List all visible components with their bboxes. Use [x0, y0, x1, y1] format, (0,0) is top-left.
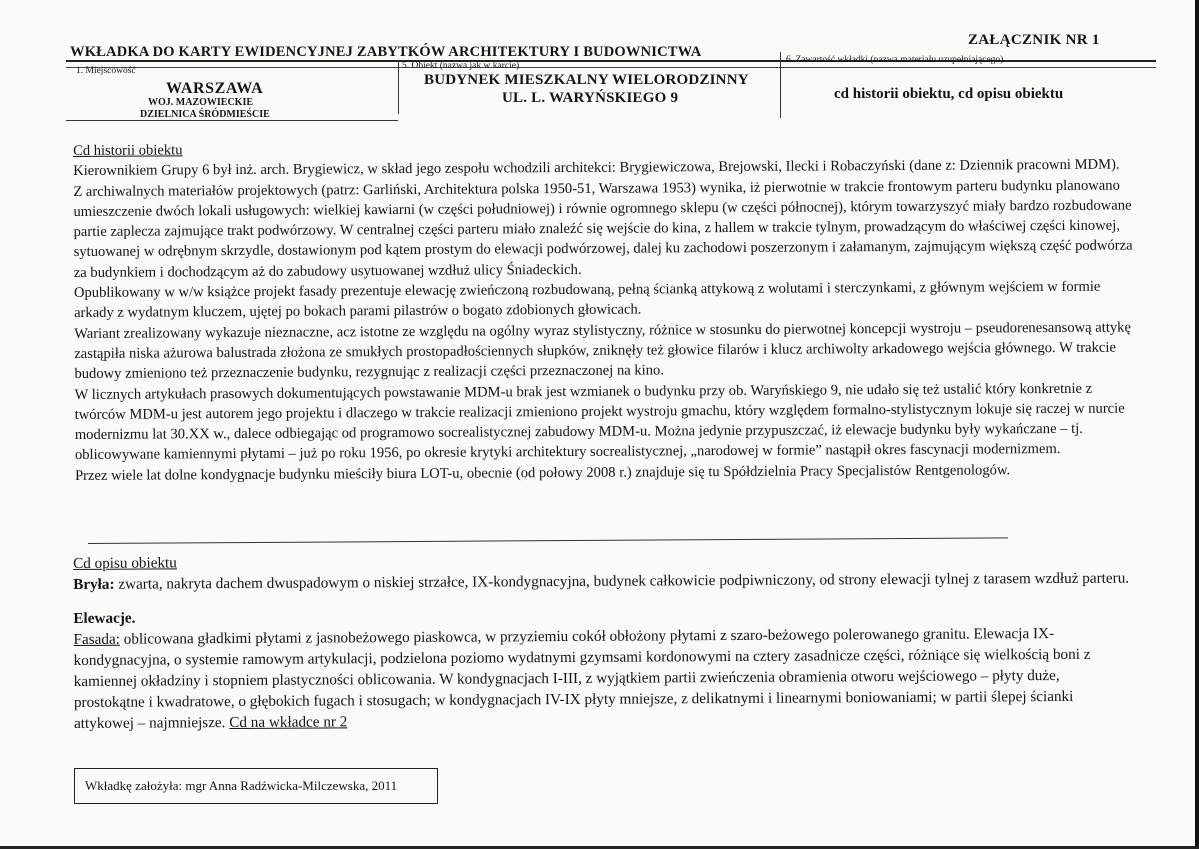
object-address: UL. L. WARYŃSKIEGO 9 — [502, 90, 679, 106]
body-text: zwarta, nakryta dachem dwuspadowym o niskiej strzałce, IX-kondygnacyjna, budynek całkowicie podpiwniczony, od strony elewacji tylnej z tarasem wzdłuż parteru. — [114, 569, 1130, 593]
facade-text: oblicowana gładkimi płytami z jasnobeżowego piaskowca, w przyziemiu cokół obłożony płytami z szaro-beżowego polerowanego granitu. Elewacja IX-kondygnacyjna, o systemie ramowym artykulacji, podzielona poziomo wydatnymi gzymsami kordonowymi na cztery zasadnicze części, różniące się wielkością boni z kamiennej okładziny i stopniem plastyczności oblicowania. W kondygnacjach I-III, z wyjątkiem partii zwieńczenia obramienia otworu wejściowego – płyty duże, prostokątne i kwadratowe, o głębokich fugach i stosugach; w kondygnacjach IV-IX płyty mniejsze, z delikatnymi i linearnymi boniowaniami; w partii ślepej ścianki attykowej – najmniejsze. — [73, 625, 1091, 732]
content-label: 6. Zawartość wkładki (nazwa materiału uzupełniającego) — [786, 55, 1004, 65]
history-paragraph: Wariant zrealizowany wykazuje nieznaczne, acz istotne ze względu na ogólny wyraz stylistyczny, różnice w stosunku do pierwotnej koncepcji wystroju – pseudorenesansową attykę zastąpiła niska ażurowa balustrada złożona ze smukłych prostopadłościennych słupków, zniknęły też głowice filarów i klucz archiwolty arkadowego wejścia głównego. W trakcie budowy zmieniono też przeznaczenie budynku, rezygnując z realizacji części przeznaczonej na kino. — [74, 319, 1131, 383]
content-title: cd historii obiektu, cd opisu obiektu — [834, 86, 1064, 102]
history-paragraph: W licznych artykułach prasowych dokumentujących powstawanie MDM-u brak jest wzmianek o budynku przy ob. Waryńskiego 9, nie udało się też ustalić który konkretnie z twórców MDM-u jest autorem jego projektu i dlaczego w trakcie realizacji zmieniono projekt wystroju gmachu, który względem formalno-stylistycznym lokuje się raczej w nurcie modernizmu lat 30.XX w., dalece odbiegając od programowo socrealistycznej zabudowy MDM-u. Można jedynie przypuszczać, iż elewacje budynku były wykańczane – tj. oblicowywane kamiennymi płytami – już po roku 1956, po okresie krytyki architektury socrealistycznej, „narodowej w formie” nastąpił okres fascynacji modernizmem. — [74, 380, 1125, 464]
description-heading: Cd opisu obiektu — [73, 554, 177, 572]
history-paragraph: Z archiwalnych materiałów projektowych (patrz: Garliński, Architektura polska 1950-51, Warszawa 1953) wynika, iż pierwotnie w trakcie frontowym parteru budynku planowano umieszczenie dwóch lokali usługowych: wielkiej kawiarni (w części południowej) i równie ogromnego sklepu (w części północnej), którym towarzyszyć miały bardzo rozbudowane partie zaplecza zajmujące trakt podwórzowy. W centralnej części parteru miało znaleźć się wejście do kina, z hallem w trakcie tylnym, prowadzącym do właściwej części kinowej, sytuowanej w odrębnym skrzydle, dostawionym pod kątem prostym do elewacji podwórzowej, dalej ku zachodowi poszerzonym i załamanym, zajmującym większą część podwórza za budynkiem i dochodzącym aż do zabudowy usytuowanej wzdłuż ulicy Śniadeckich. — [73, 177, 1133, 281]
table-divider-1 — [398, 60, 399, 114]
annex-number: ZAŁĄCZNIK NR 1 — [968, 32, 1100, 48]
author-box — [74, 768, 438, 804]
object-name: BUDYNEK MIESZKALNY WIELORODZINNY — [424, 72, 749, 88]
history-paragraph: Kierownikiem Grupy 6 był inż. arch. Brygiewicz, w skład jego zespołu wchodzili architekci: Brygiewiczowa, Brejowski, Ilecki i Robaczyński (dane z: Dziennik pracowni MDM). — [73, 156, 1120, 180]
object-label: 5. Obiekt (nazwa jak w karcie) — [402, 61, 520, 71]
scan-edge-right — [1195, 0, 1199, 849]
section-divider — [88, 537, 1008, 544]
author-text: Wkładkę założyła: mgr Anna Radźwicka-Milczewska, 2011 — [85, 778, 398, 793]
place-label: 1. Miejscowość — [76, 66, 136, 76]
facade-label: Fasada: — [73, 630, 120, 648]
continued-note: Cd na wkładce nr 2 — [229, 713, 348, 732]
form-title: WKŁADKA DO KARTY EWIDENCYJNEJ ZABYTKÓW ARCHITEKTURY I BUDOWNICTWA — [70, 44, 702, 60]
table-cell-bottom — [66, 120, 398, 121]
place-district: DZIELNICA ŚRÓDMIEŚCIE — [140, 109, 270, 120]
table-rule-inner — [66, 67, 1156, 68]
history-section — [73, 135, 1135, 487]
history-paragraph: Przez wiele lat dolne kondygnacje budynku mieściły biura LOT-u, obecnie (od połowy 2008 r.) znajduje się tu Spółdzielnia Pracy Specjalistów Rentgenologów. — [74, 462, 1011, 484]
elevations-heading: Elewacje. — [73, 609, 136, 627]
facade-description — [73, 623, 1134, 734]
body-label: Bryła: — [73, 575, 115, 593]
history-heading: Cd historii obiektu — [73, 142, 183, 159]
place-city: WARSZAWA — [166, 80, 264, 97]
place-voivodeship: WOJ. MAZOWIECKIE — [148, 97, 254, 108]
table-divider-2 — [780, 52, 781, 118]
description-section — [73, 547, 1134, 734]
history-paragraph: Opublikowany w w/w książce projekt fasady prezentuje elewację zwieńczoną rozbudowaną, pełną ścianką attykową z wolutami i sterczynkami, z głównym wejściem w formie arkady z wydatnym kluczem, ujętej po bokach parami pilastrów o bogato zdobionych głowicach. — [73, 278, 1101, 322]
